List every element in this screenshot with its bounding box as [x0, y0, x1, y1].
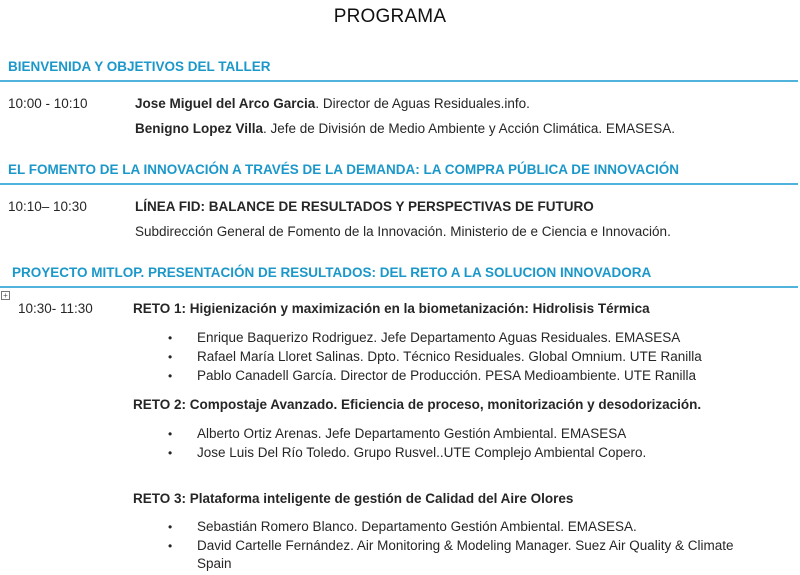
bullet-icon: •: [168, 427, 173, 441]
list-item-continuation: Spain: [197, 556, 232, 571]
list-item: David Cartelle Fernández. Air Monitoring & Modeling Manager. Suez Air Quality & Climate: [197, 538, 734, 553]
section-heading-mitlop: PROYECTO MITLOP. PRESENTACIÓN DE RESULTADOS: DEL RETO A LA SOLUCION INNOVADORA: [12, 265, 652, 280]
reto-title: RETO 1: Higienización y maximización en la biometanización: Hidrolisis Térmica: [133, 301, 650, 316]
bullet-icon: •: [168, 331, 173, 345]
list-item: Sebastián Romero Blanco. Departamento Gestión Ambiental. EMASESA.: [197, 519, 637, 534]
speaker-line: [135, 121, 675, 136]
table-anchor-icon[interactable]: +: [1, 291, 10, 300]
talk-title: LÍNEA FID: BALANCE DE RESULTADOS Y PERSPECTIVAS DE FUTURO: [135, 199, 594, 214]
section-divider: [0, 286, 798, 288]
page-title: PROGRAMA: [333, 6, 447, 27]
bullet-icon: •: [168, 369, 173, 383]
speaker-role: . Jefe de División de Medio Ambiente y Acción Climática. EMASESA.: [263, 121, 675, 136]
reto-title: RETO 2: Compostaje Avanzado. Eficiencia de proceso, monitorización y desodorización.: [133, 397, 702, 412]
list-item: Rafael María Lloret Salinas. Dpto. Técnico Residuales. Global Omnium. UTE Ranilla: [197, 349, 702, 364]
reto-title: RETO 3: Plataforma inteligente de gestión de Calidad del Aire Olores: [133, 491, 574, 506]
speaker-name: Jose Miguel del Arco Garcia: [135, 96, 316, 111]
section-heading-bienvenida: BIENVENIDA Y OBJETIVOS DEL TALLER: [8, 59, 271, 74]
list-item: Pablo Canadell García. Director de Producción. PESA Medioambiente. UTE Ranilla: [197, 368, 696, 383]
speaker-role: . Director de Aguas Residuales.info.: [315, 96, 530, 111]
bullet-icon: •: [168, 520, 173, 534]
bullet-icon: •: [168, 539, 173, 553]
section-heading-fomento: EL FOMENTO DE LA INNOVACIÓN A TRAVÉS DE LA DEMANDA: LA COMPRA PÚBLICA DE INNOVACIÓN: [8, 162, 680, 177]
section-divider: [0, 80, 798, 82]
speaker-name: Benigno Lopez Villa: [135, 121, 264, 136]
list-item: Jose Luis Del Río Toledo. Grupo Rusvel..UTE Complejo Ambiental Copero.: [197, 445, 647, 460]
bullet-icon: •: [168, 350, 173, 364]
speaker-line: [135, 96, 530, 111]
section-divider: [0, 183, 798, 185]
time-slot: 10:10– 10:30: [8, 199, 87, 214]
bullet-icon: •: [168, 446, 173, 460]
list-item: Alberto Ortiz Arenas. Jefe Departamento Gestión Ambiental. EMASESA: [197, 426, 627, 441]
time-slot: 10:00 - 10:10: [8, 96, 88, 111]
talk-organization: Subdirección General de Fomento de la Innovación. Ministerio de e Ciencia e Innovación.: [135, 224, 671, 239]
time-slot: 10:30- 11:30: [18, 301, 93, 316]
list-item: Enrique Baquerizo Rodriguez. Jefe Departamento Aguas Residuales. EMASESA: [197, 330, 681, 345]
